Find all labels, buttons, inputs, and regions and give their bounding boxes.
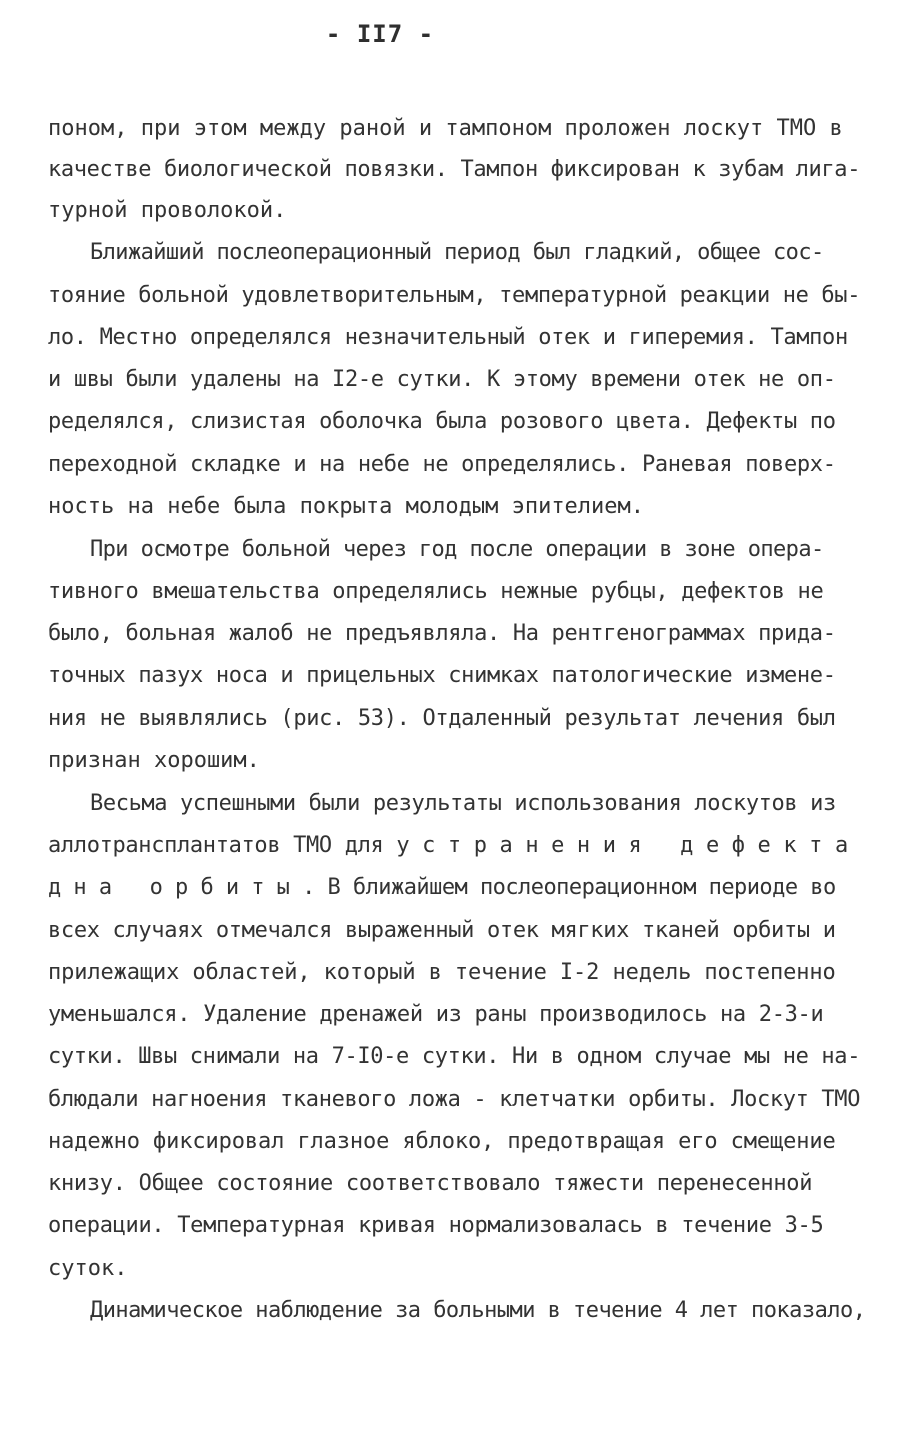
paragraph-first-line: Ближайший послеоперационный период был гладкий, общее сос- bbox=[90, 240, 824, 265]
text-line: ределялся, слизистая оболочка была розового цвета. Дефекты по bbox=[48, 409, 836, 434]
text-line: поном, при этом между раной и тампоном проложен лоскут ТМО в bbox=[48, 116, 843, 141]
text-line: ло. Местно определялся незначительный отек и гиперемия. Тампон bbox=[48, 325, 848, 350]
text-line: д н а о р б и т ы . В ближайшем послеоперационном периоде во bbox=[48, 875, 836, 900]
text-line: точных пазух носа и прицельных снимках патологические измене- bbox=[48, 663, 836, 688]
text-line: сутки. Швы снимали на 7-I0-е сутки. Ни в одном случае мы не на- bbox=[48, 1044, 861, 1069]
text-line: ность на небе была покрыта молодым эпителием. bbox=[48, 494, 645, 519]
text-line: качестве биологической повязки. Тампон фиксирован к зубам лига- bbox=[48, 157, 861, 182]
text-line: уменьшался. Удаление дренажей из раны производилось на 2-3-и bbox=[48, 1002, 824, 1027]
text-line: признан хорошим. bbox=[48, 748, 260, 773]
text-line: прилежащих областей, который в течение I-2 недель постепенно bbox=[48, 960, 836, 985]
paragraph-first-line: При осмотре больной через год после операции в зоне опера- bbox=[90, 537, 824, 562]
paragraph-first-line: Динамическое наблюдение за больными в течение 4 лет показало, bbox=[90, 1298, 866, 1323]
text-line: книзу. Общее состояние соответствовало тяжести перенесенной bbox=[48, 1171, 813, 1196]
text-line: ния не выявлялись (рис. 53). Отдаленный результат лечения был bbox=[48, 706, 836, 731]
text-line: суток. bbox=[48, 1256, 128, 1281]
page-number: - II7 - bbox=[325, 20, 435, 48]
text-line: надежно фиксировал глазное яблоко, предотвращая его смещение bbox=[48, 1129, 836, 1154]
text-line: операции. Температурная кривая нормализовалась в течение 3-5 bbox=[48, 1213, 824, 1238]
text-line: переходной складке и на небе не определялись. Раневая поверх- bbox=[48, 452, 836, 477]
text-line: и швы были удалены на I2-е сутки. К этому времени отек не оп- bbox=[48, 367, 836, 392]
paragraph-first-line: Весьма успешными были результаты использования лоскутов из bbox=[90, 791, 836, 816]
text-line: блюдали нагноения тканевого ложа - клетчатки орбиты. Лоскут ТМО bbox=[48, 1087, 861, 1112]
text-line: тояние больной удовлетворительным, температурной реакции не бы- bbox=[48, 283, 861, 308]
text-line: аллотрансплантатов ТМО для у с т р а н е н и я д е ф е к т а bbox=[48, 833, 848, 858]
text-line: турной проволокой. bbox=[48, 198, 287, 223]
text-line: всех случаях отмечался выраженный отек мягких тканей орбиты и bbox=[48, 918, 836, 943]
text-line: тивного вмешательства определялись нежные рубцы, дефектов не bbox=[48, 579, 824, 604]
text-line: было, больная жалоб не предъявляла. На рентгенограммах прида- bbox=[48, 621, 836, 646]
